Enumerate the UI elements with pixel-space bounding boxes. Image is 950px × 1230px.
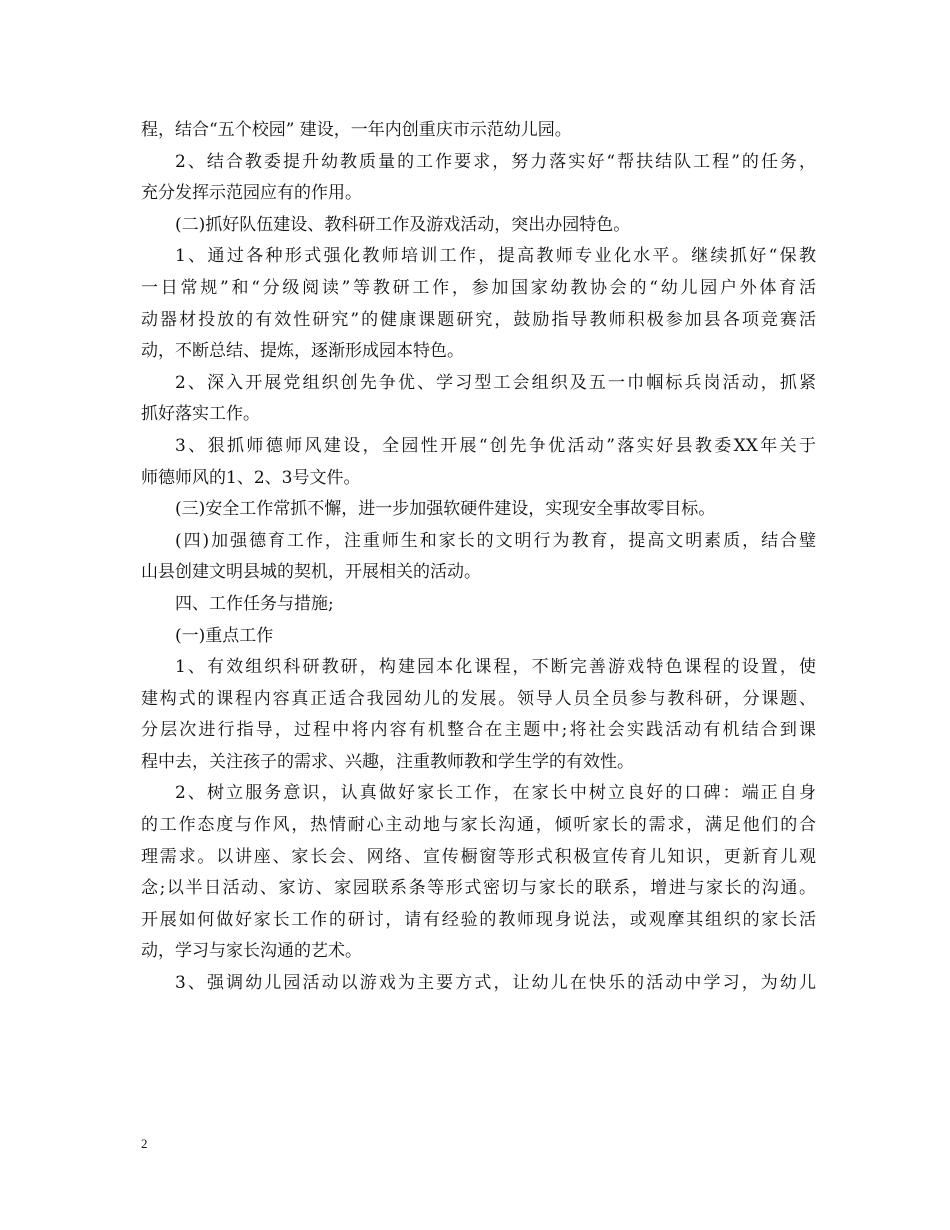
text-line: 2、深入开展党组织创先争优、学习型工会组织及五一巾帼标兵岗活动，抓紧	[175, 372, 816, 393]
text-line: 山县创建文明县城的契机，开展相关的活动。	[141, 562, 481, 583]
text-line: 充分发挥示范园应有的作用。	[141, 183, 362, 204]
text-line: (二)抓好队伍建设、教科研工作及游戏活动，突出办园特色。	[175, 214, 631, 235]
text-line: 抓好落实工作。	[141, 404, 260, 425]
body-text	[141, 115, 816, 1000]
text-line: 师德师风的1、2、3号文件。	[141, 467, 361, 488]
text-line: 念;以半日活动、家访、家园联系条等形式密切与家长的联系，增进与家长的沟通。	[141, 878, 816, 899]
text-line: (四)加强德育工作，注重师生和家长的文明行为教育，提高文明素质，结合璧	[175, 530, 816, 551]
text-line: 动，不断总结、提炼，逐渐形成园本特色。	[141, 341, 464, 362]
text-line: 分层次进行指导，过程中将内容有机整合在主题中;将社会实践活动有机结合到课	[141, 720, 816, 741]
text-line: 程，结合“五个校园” 建设，一年内创重庆市示范幼儿园。	[141, 120, 572, 140]
text-line: 1、有效组织科研教研，构建园本化课程，不断完善游戏特色课程的设置，使	[175, 657, 816, 678]
text-line: 建构式的课程内容真正适合我园幼儿的发展。领导人员全员参与教科研，分课题、	[141, 688, 816, 709]
text-line: 程中去，关注孩子的需求、兴趣，注重教师教和学生学的有效性。	[141, 751, 634, 772]
text-line: 理需求。以讲座、家长会、网络、宣传橱窗等形式积极宣传育儿知识，更新育儿观	[141, 846, 816, 867]
page-number: 2	[141, 1136, 148, 1151]
text-line: 3、狠抓师德师风建设，全园性开展“创先争优活动”落实好县教委XX年关于	[175, 435, 816, 456]
text-line: 动器材投放的有效性研究”的健康课题研究，鼓励指导教师积极参加县各项竞赛活	[141, 309, 816, 330]
text-line: (三)安全工作常抓不懈，进一步加强软硬件建设，实现安全事故零目标。	[175, 499, 716, 520]
text-line: 2、结合教委提升幼教质量的工作要求，努力落实好“帮扶结队工程”的任务，	[175, 151, 816, 172]
text-line: 动，学习与家长沟通的艺术。	[141, 941, 362, 962]
text-line: 1、通过各种形式强化教师培训工作，提高教师专业化水平。继续抓好“保教	[175, 246, 816, 267]
text-line: 3、强调幼儿园活动以游戏为主要方式，让幼儿在快乐的活动中学习，为幼儿	[175, 973, 816, 994]
text-line: 四、工作任务与措施;	[175, 593, 334, 614]
text-line: 一日常规”和“分级阅读”等教研工作，参加国家幼教协会的“幼儿园户外体育活	[141, 277, 816, 298]
text-line: 开展如何做好家长工作的研讨，请有经验的教师现身说法，或观摩其组织的家长活	[141, 909, 816, 930]
text-line: (一)重点工作	[175, 625, 274, 646]
text-line: 2、树立服务意识，认真做好家长工作，在家长中树立良好的口碑：端正自身	[175, 783, 816, 804]
text-line: 的工作态度与作风，热情耐心主动地与家长沟通，倾听家长的需求，满足他们的合	[141, 815, 816, 836]
